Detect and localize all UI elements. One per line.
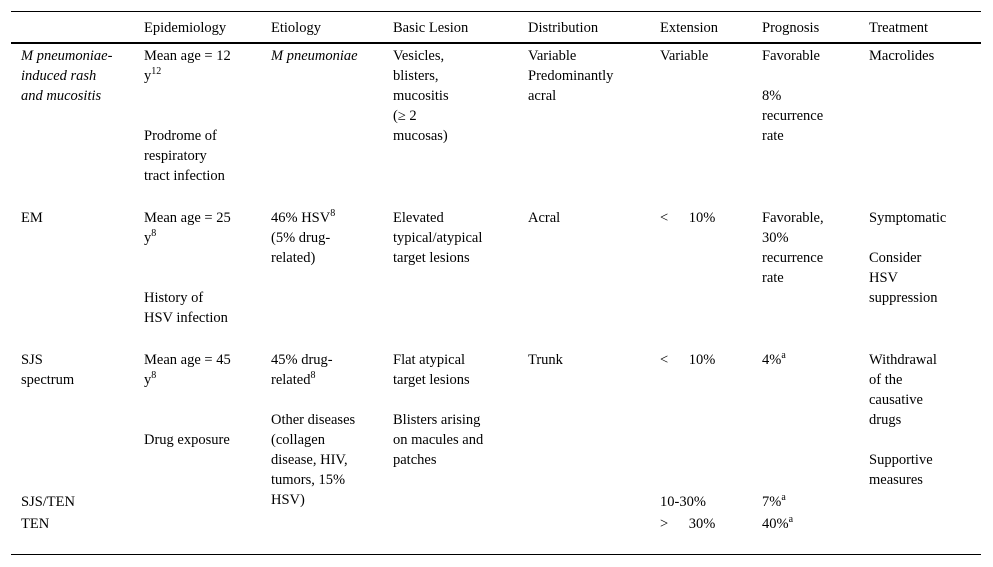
row1-treatment: Macrolides [869, 48, 935, 64]
row3-epidemiology-age: Mean age = 45 y [144, 352, 231, 388]
row1-epidemiology-ref: 12 [151, 66, 162, 77]
row3-etiology [271, 350, 343, 390]
row1-epidemiology-extra: Prodrome of respiratory tract infection [144, 128, 225, 184]
header-basic-lesion: Basic Lesion [393, 20, 469, 36]
header-etiology: Etiology [271, 20, 321, 36]
row3-epidemiology-ref: 8 [151, 370, 157, 381]
row1-prognosis: Favorable [762, 48, 820, 64]
row4-prognosis-ref: a [781, 492, 786, 503]
row3-epidemiology [144, 350, 232, 390]
row1-distribution: Variable Predominantly acral [528, 48, 614, 104]
row3-etiology-ref: 8 [310, 370, 316, 381]
row2-epidemiology-ref: 8 [151, 228, 157, 239]
row2-epidemiology-age: Mean age = 25 y [144, 210, 231, 246]
row2-treatment-extra: Consider HSV suppression [869, 250, 938, 306]
header-treatment: Treatment [869, 20, 929, 36]
row1-condition [21, 46, 116, 106]
row3-lesion: Flat atypical target lesions [393, 352, 470, 388]
row1-prognosis-extra: 8% recurrence rate [762, 88, 824, 144]
table-top-rule [11, 11, 981, 12]
row2-etiology [271, 208, 361, 228]
row3-prognosis-ref: a [781, 350, 786, 361]
header-extension: Extension [660, 20, 718, 36]
row5-prognosis [762, 514, 837, 534]
row2-extension: < 10% [660, 210, 716, 226]
row3-condition: SJS spectrum [21, 352, 75, 388]
row5-prognosis-ref: a [788, 514, 794, 525]
row3-etiology-extra: Other diseases (collagen disease, HIV, tumors, 15% HSV) [271, 412, 356, 508]
row2-distribution: Acral [528, 210, 561, 226]
row2-epidemiology-extra: History of HSV infection [144, 290, 228, 326]
row1-lesion: Vesicles, blisters, mucositis (≥ 2 mucosas) [393, 48, 449, 144]
table-header-rule [11, 42, 981, 44]
row4-extension: 10-30% [660, 494, 706, 510]
row4-prognosis [762, 492, 837, 512]
row2-lesion: Elevated typical/atypical target lesions [393, 210, 483, 266]
row2-epidemiology [144, 208, 232, 248]
row5-condition: TEN [21, 516, 50, 532]
row3-extension: < 10% [660, 352, 716, 368]
row2-prognosis: Favorable, 30% recurrence rate [762, 210, 824, 286]
row1-epidemiology [144, 46, 232, 86]
header-prognosis: Prognosis [762, 20, 820, 36]
row5-extension: > 30% [660, 516, 716, 532]
row4-prognosis-text: 7% [762, 494, 782, 510]
row2-etiology-text: 46% HSV [271, 210, 331, 226]
row1-epidemiology-age: Mean age = 12 y [144, 48, 231, 84]
row2-etiology-extra: (5% drug-related) [271, 230, 331, 266]
row3-prognosis-text: 4% [762, 352, 782, 368]
header-epidemiology: Epidemiology [144, 20, 227, 36]
table-bottom-rule [11, 554, 981, 555]
row1-etiology: M pneumoniae [271, 48, 358, 64]
row3-treatment: Withdrawal of the causative drugs [869, 352, 937, 428]
row1-condition-text: M pneumoniae-induced rash and mucositis [21, 48, 113, 104]
row3-etiology-text: 45% drug-related [271, 352, 333, 388]
row2-condition: EM [21, 210, 43, 226]
header-distribution: Distribution [528, 20, 599, 36]
row4-condition: SJS/TEN [21, 494, 75, 510]
row2-etiology-ref: 8 [330, 208, 336, 219]
row5-prognosis-text: 40% [762, 516, 789, 532]
row3-distribution: Trunk [528, 352, 563, 368]
row3-epidemiology-extra: Drug exposure [144, 432, 230, 448]
row1-extension: Variable [660, 48, 709, 64]
row2-treatment: Symptomatic [869, 210, 947, 226]
row3-prognosis [762, 350, 837, 370]
row3-lesion-extra: Blisters arising on macules and patches [393, 412, 484, 468]
row3-treatment-extra: Supportive measures [869, 452, 933, 488]
